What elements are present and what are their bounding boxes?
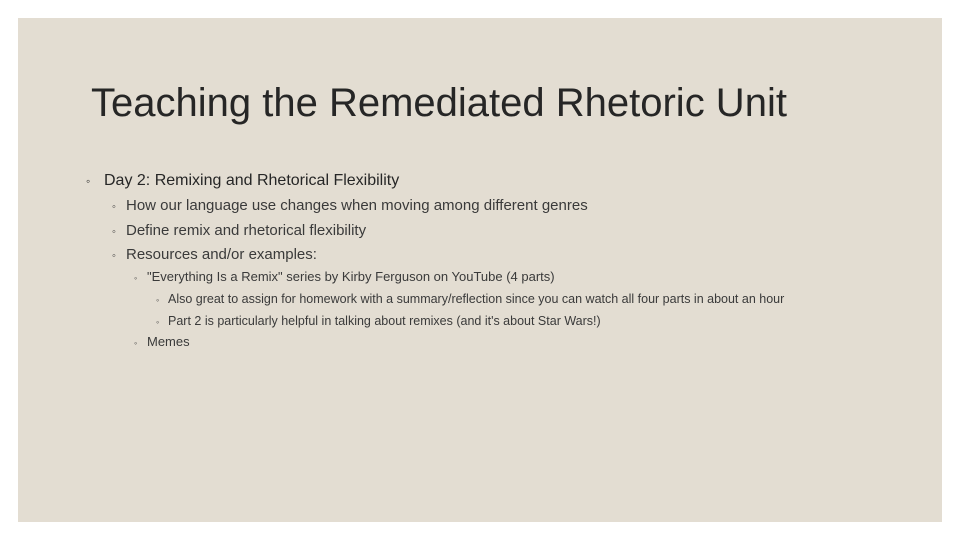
bullet-icon: ◦ bbox=[112, 250, 116, 262]
bullet-text: Define remix and rhetorical flexibility bbox=[126, 222, 367, 239]
bullet-item-level-4 bbox=[156, 312, 601, 331]
bullet-item-level-3 bbox=[134, 268, 555, 287]
bullet-text: Day 2: Remixing and Rhetorical Flexibility bbox=[104, 172, 400, 189]
bullet-icon: ◦ bbox=[156, 317, 160, 327]
bullet-item-level-4 bbox=[156, 290, 784, 309]
bullet-text: Part 2 is particularly helpful in talking about remixes (and it's about Star Wars!) bbox=[168, 314, 601, 328]
bullet-text: How our language use changes when moving among different genres bbox=[126, 197, 588, 214]
bullet-text: Also great to assign for homework with a summary/reflection since you can watch all four parts in about an hour bbox=[168, 292, 785, 306]
slide bbox=[18, 18, 942, 522]
bullet-icon: ◦ bbox=[134, 273, 138, 283]
bullet-icon: ◦ bbox=[134, 338, 138, 348]
slide-title: Teaching the Remediated Rhetoric Unit bbox=[91, 81, 787, 125]
bullet-icon: ◦ bbox=[112, 226, 116, 238]
bullet-icon: ◦ bbox=[112, 201, 116, 213]
bullet-item-level-1 bbox=[86, 171, 399, 191]
bullet-text: Resources and/or examples: bbox=[126, 246, 317, 263]
bullet-item-level-2 bbox=[112, 196, 588, 217]
bullet-icon: ◦ bbox=[156, 295, 160, 305]
bullet-item-level-2 bbox=[112, 221, 366, 242]
bullet-icon: ◦ bbox=[86, 174, 91, 188]
bullet-item-level-2 bbox=[112, 245, 317, 266]
bullet-item-level-3 bbox=[134, 333, 190, 352]
bullet-text: Memes bbox=[147, 334, 190, 349]
bullet-text: "Everything Is a Remix" series by Kirby Ferguson on YouTube (4 parts) bbox=[147, 269, 555, 284]
